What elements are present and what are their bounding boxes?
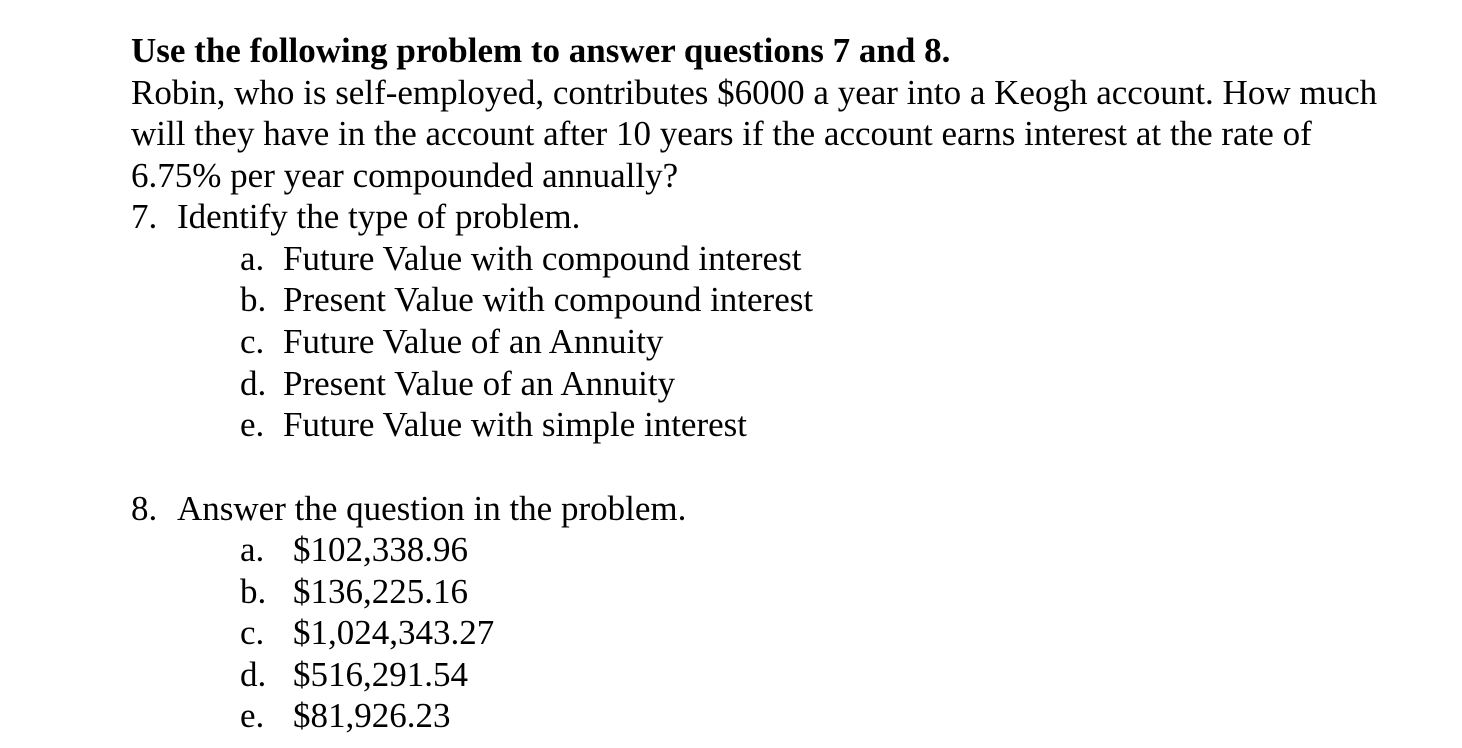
instructions-heading: Use the following problem to answer questions 7 and 8.	[131, 31, 951, 70]
option-letter: a.	[240, 239, 265, 278]
question-7-option-e	[240, 407, 747, 442]
option-letter: e.	[240, 696, 265, 735]
question-8-option-b	[240, 574, 468, 609]
question-8-number: 8.	[131, 489, 158, 528]
option-text: $516,291.54	[293, 655, 468, 694]
option-letter: e.	[240, 405, 265, 444]
question-7-option-a	[240, 241, 801, 276]
question-7-number: 7.	[131, 197, 158, 236]
problem-text-line-3: 6.75% per year compounded annually?	[131, 156, 679, 195]
question-8	[131, 491, 686, 526]
option-text: $102,338.96	[293, 530, 468, 569]
option-text: $81,926.23	[293, 696, 451, 735]
option-text: $136,225.16	[293, 572, 468, 611]
problem-text-line-1: Robin, who is self-employed, contributes $6000 a year into a Keogh account. How much	[131, 73, 1378, 112]
option-text: $1,024,343.27	[293, 613, 495, 652]
question-8-text: Answer the question in the problem.	[177, 489, 687, 528]
question-7-text: Identify the type of problem.	[177, 197, 581, 236]
option-text: Present Value with compound interest	[283, 280, 814, 319]
option-text: Present Value of an Annuity	[283, 364, 676, 403]
option-text: Future Value of an Annuity	[283, 322, 664, 361]
question-7-option-b	[240, 282, 813, 317]
question-8-option-c	[240, 615, 494, 650]
option-letter: c.	[240, 322, 265, 361]
option-text: Future Value with simple interest	[283, 405, 748, 444]
question-8-option-e	[240, 698, 451, 733]
problem-text-line-2: will they have in the account after 10 years if the account earns interest at the rate of	[131, 114, 1312, 153]
option-letter: d.	[240, 364, 267, 403]
question-7	[131, 199, 580, 234]
option-letter: d.	[240, 655, 267, 694]
question-8-option-a	[240, 532, 468, 567]
question-8-option-d	[240, 657, 468, 692]
option-letter: c.	[240, 613, 265, 652]
option-letter: b.	[240, 572, 267, 611]
question-7-option-c	[240, 324, 663, 359]
option-letter: b.	[240, 280, 267, 319]
option-text: Future Value with compound interest	[283, 239, 802, 278]
option-letter: a.	[240, 530, 265, 569]
question-7-option-d	[240, 366, 675, 401]
